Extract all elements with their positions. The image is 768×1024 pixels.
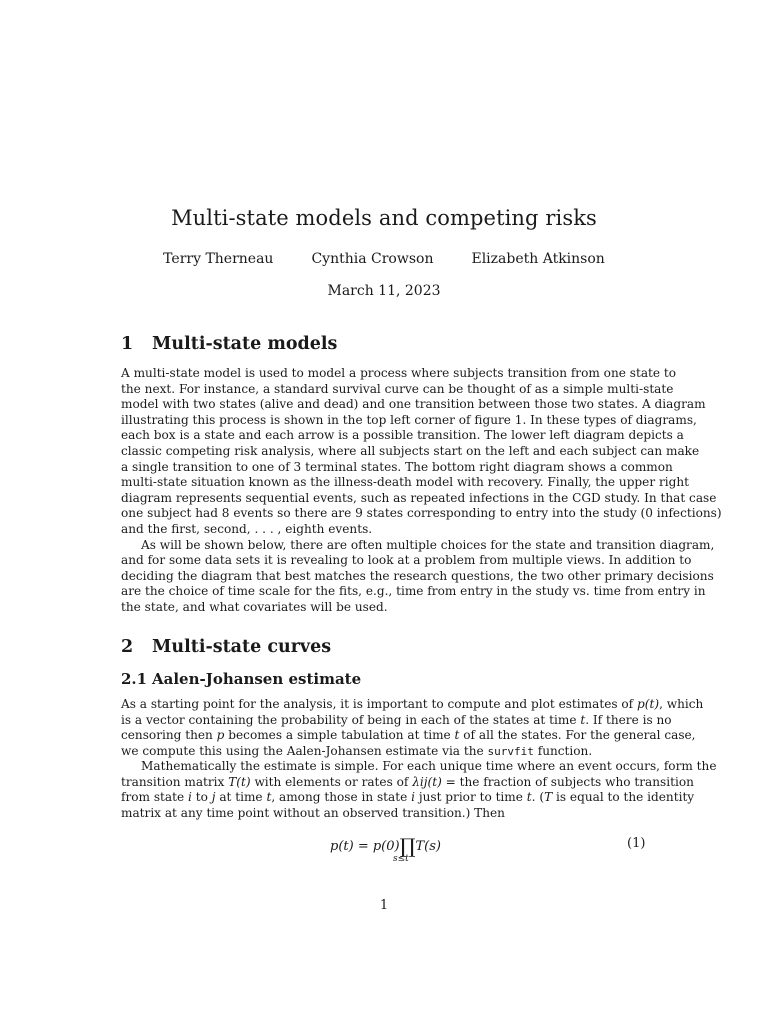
text-line: As will be shown below, there are often multiple choices for the state and transition diagram, (141, 538, 715, 552)
text-line: As a starting point for the analysis, it is important to compute and plot estimates of p(t), which (121, 697, 704, 711)
text-line: multi-state situation known as the illness-death model with recovery. Finally, the upper right (121, 475, 689, 489)
author-name: Elizabeth Atkinson (471, 251, 605, 267)
text-line: a single transition to one of 3 terminal states. The bottom right diagram shows a common (121, 460, 673, 474)
section-heading (121, 334, 337, 354)
code-inline: survfit (487, 745, 534, 758)
text-line: from state i to j at time t, among those in state i just prior to time t. (T is equal to the identity (121, 790, 695, 804)
text-line: we compute this using the Aalen-Johansen estimate via the survfit function. (121, 744, 593, 758)
text-line: is a vector containing the probability of being in each of the states at time t. If there is no (121, 713, 672, 727)
text-line: and for some data sets it is revealing to look at a problem from multiple views. In addition to (121, 553, 692, 567)
equation-rhs: T(s) (415, 839, 442, 854)
section-heading (121, 637, 331, 657)
text-line: the state, and what covariates will be used. (121, 600, 388, 614)
text-line: are the choice of time scale for the fits, e.g., time from entry in the study vs. time from entry in (121, 584, 706, 598)
equation-subscript: s≤t (393, 854, 409, 864)
paper-date: March 11, 2023 (327, 283, 441, 299)
author-list (0, 251, 768, 267)
text-line: diagram represents sequential events, such as repeated infections in the CGD study. In that case (121, 491, 717, 505)
text-line: deciding the diagram that best matches the research questions, the two other primary decisions (121, 569, 714, 583)
page-number: 1 (379, 898, 389, 913)
text-line: A multi-state model is used to model a process where subjects transition from one state to (121, 366, 677, 380)
author-name: Terry Therneau (163, 251, 274, 267)
section-title: Multi-state models (152, 334, 338, 354)
subsection-number: 2.1 (121, 670, 148, 688)
text-line: matrix at any time point without an observed transition.) Then (121, 806, 505, 820)
text-line: one subject had 8 events so there are 9 states corresponding to entry into the study (0 infections) (121, 506, 722, 520)
subsection-heading (121, 670, 361, 688)
text-line: model with two states (alive and dead) and one transition between those two states. A diagram (121, 397, 706, 411)
equation (330, 834, 441, 858)
product-symbol: ∏ (399, 834, 416, 858)
equation-number: (1) (627, 836, 646, 851)
subsection-title: Aalen-Johansen estimate (152, 670, 362, 688)
section-number: 2 (121, 637, 134, 657)
section-title: Multi-state curves (152, 637, 332, 657)
paper-title: Multi-state models and competing risks (171, 206, 597, 230)
text-line: censoring then p becomes a simple tabulation at time t of all the states. For the general case, (121, 728, 696, 742)
equation-lhs: p(t) = p(0) (330, 839, 400, 854)
text-line: transition matrix T(t) with elements or rates of λij(t) = the fraction of subjects who transition (121, 775, 694, 789)
text-line: illustrating this process is shown in the top left corner of figure 1. In these types of diagrams, (121, 413, 697, 427)
section-number: 1 (121, 334, 134, 354)
text-line: classic competing risk analysis, where all subjects start on the left and each subject can make (121, 444, 700, 458)
text-line: and the first, second, . . . , eighth events. (121, 522, 373, 536)
text-line: each box is a state and each arrow is a possible transition. The lower left diagram depicts a (121, 428, 684, 442)
author-name: Cynthia Crowson (311, 251, 434, 267)
text-line: the next. For instance, a standard survival curve can be thought of as a simple multi-state (121, 382, 674, 396)
text-line: Mathematically the estimate is simple. For each unique time where an event occurs, form the (141, 759, 717, 773)
